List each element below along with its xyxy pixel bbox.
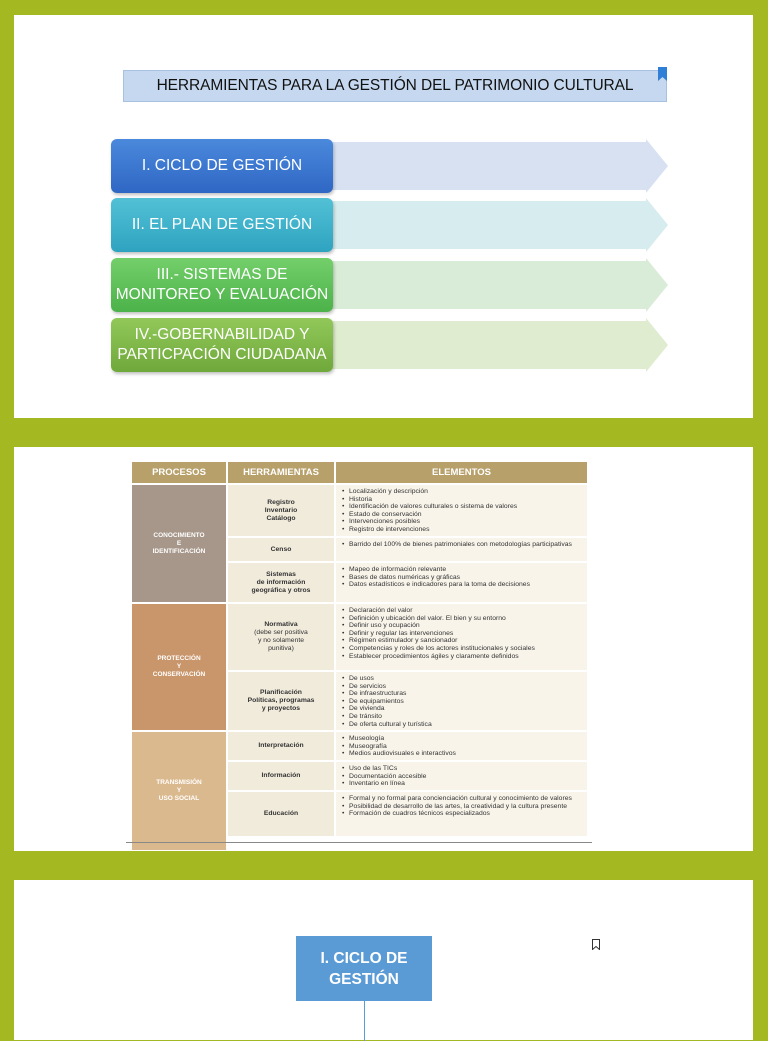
elementos-cell <box>336 538 587 561</box>
herramienta-line: punitiva) <box>268 645 294 652</box>
elementos-cell <box>336 792 587 836</box>
herramienta-cell <box>228 762 334 790</box>
header-herramientas: HERRAMIENTAS <box>228 462 334 483</box>
list-item: • Localización y descripción <box>342 488 583 496</box>
herramienta-line: Políticas, programas <box>247 697 315 704</box>
herramienta-cell <box>228 485 334 536</box>
list-item: • De equipamientos <box>342 698 583 706</box>
step-1-arrow <box>326 139 671 193</box>
slide-title-text: HERRAMIENTAS PARA LA GESTIÓN DEL PATRIMONIO CULTURAL <box>156 77 634 94</box>
step-3-arrow <box>326 258 671 312</box>
header-procesos: PROCESOS <box>132 462 226 483</box>
elementos-cell <box>336 762 587 790</box>
proceso-cell <box>132 732 226 850</box>
list-item: • Formal y no formal para concienciación cultural y conocimiento de valores <box>342 795 583 803</box>
list-item: • Documentación accesible <box>342 773 583 781</box>
list-item: • De usos <box>342 675 583 683</box>
herramienta-line: y proyectos <box>261 705 301 712</box>
elementos-cell <box>336 563 587 602</box>
step-2-line: II. EL PLAN DE GESTIÓN <box>131 216 313 233</box>
list-item: • Bases de datos numéricas y gráficas <box>342 574 583 582</box>
herramienta-line: Interpretación <box>258 742 304 749</box>
bookmark-icon[interactable] <box>658 67 667 81</box>
proceso-line: Y <box>176 663 182 670</box>
slide-3 <box>14 880 753 1040</box>
proceso-line: Y <box>176 787 182 794</box>
proceso-line: TRANSMISIÓN <box>156 779 202 786</box>
herramienta-line: Información <box>261 772 301 779</box>
step-4-line-1: IV.-GOBERNABILIDAD Y <box>134 326 310 343</box>
step-3-box[interactable] <box>111 258 333 312</box>
herramienta-line: Catálogo <box>266 514 296 522</box>
list-item: • Mapeo de información relevante <box>342 566 583 574</box>
herramienta-line: geográfica y otros <box>251 586 311 594</box>
list-item: • Uso de las TICs <box>342 765 583 773</box>
elementos-cell <box>336 604 587 670</box>
step-4-line-2: PARTICPACIÓN CIUDADANA <box>117 346 327 363</box>
list-item: • Definir uso y ocupación <box>342 622 583 630</box>
list-item: • Datos estadísticos e indicadores para la toma de decisiones <box>342 581 583 589</box>
step-3-line-1: III.- SISTEMAS DE <box>156 266 288 283</box>
elementos-cell <box>336 485 587 536</box>
list-item: • Museografía <box>342 743 583 751</box>
slide-title <box>123 70 667 102</box>
herramienta-line: Normativa <box>264 621 298 628</box>
proceso-line: IDENTIFICACIÓN <box>152 547 206 555</box>
list-item: • Formación de cuadros técnicos especializados <box>342 810 583 818</box>
proceso-line: USO SOCIAL <box>158 795 200 802</box>
bookmark-outline-icon[interactable] <box>592 937 600 955</box>
ciclo-line-2: GESTIÓN <box>329 970 399 988</box>
list-item: • Establecer procedimientos ágiles y claramente definidos <box>342 653 583 661</box>
slide-2 <box>14 447 753 851</box>
list-item: • Museología <box>342 735 583 743</box>
list-item: • Estado de conservación <box>342 511 583 519</box>
elementos-cell <box>336 672 587 730</box>
slide-1 <box>14 15 753 418</box>
herramienta-line: (debe ser positiva <box>254 629 308 636</box>
ciclo-de-gestion-box[interactable] <box>296 936 432 1001</box>
list-item: • Medios audiovisuales e interactivos <box>342 750 583 758</box>
proceso-line: CONOCIMIENTO <box>153 531 205 539</box>
herramienta-line: Sistemas <box>266 570 296 578</box>
list-item: • Régimen estimulador y sancionador <box>342 637 583 645</box>
ciclo-line-1: I. CICLO DE <box>320 949 408 967</box>
connector-line <box>364 1001 365 1041</box>
header-elementos: ELEMENTOS <box>336 462 587 483</box>
elementos-cell <box>336 732 587 760</box>
herramienta-line: Planificación <box>260 689 302 696</box>
herramienta-line: y no solamente <box>257 637 305 644</box>
list-item: • Historia <box>342 496 583 504</box>
herramienta-cell <box>228 563 334 602</box>
list-item: • Declaración del valor <box>342 607 583 615</box>
list-item: • Registro de intervenciones <box>342 526 583 534</box>
herramienta-line: Educación <box>263 810 299 817</box>
list-item: • De oferta cultural y turística <box>342 721 583 729</box>
step-4-arrow <box>326 318 671 372</box>
herramienta-line: Registro <box>267 498 295 506</box>
list-item: • De infraestructuras <box>342 690 583 698</box>
step-2-box[interactable] <box>111 198 333 252</box>
list-item: • De servicios <box>342 683 583 691</box>
list-item: • De vivienda <box>342 705 583 713</box>
step-2-arrow <box>326 198 671 252</box>
step-3-line-2: MONITOREO Y EVALUACIÓN <box>115 286 329 303</box>
list-item: • Competencias y roles de los actores institucionales y sociales <box>342 645 583 653</box>
list-item: • Definición y ubicación del valor. El bien y su entorno <box>342 615 583 623</box>
proceso-cell <box>132 604 226 730</box>
list-item: • De tránsito <box>342 713 583 721</box>
list-item: • Intervenciones posibles <box>342 518 583 526</box>
list-item: • Posibilidad de desarrollo de las artes, la creatividad y la cultura presente <box>342 803 583 811</box>
proceso-line: E <box>176 539 182 547</box>
list-item: • Inventario en línea <box>342 780 583 788</box>
step-4-box[interactable] <box>111 318 333 372</box>
step-1-line: I. CICLO DE GESTIÓN <box>141 157 303 174</box>
proceso-line: PROTECCIÓN <box>157 655 201 662</box>
proceso-cell <box>132 485 226 602</box>
proceso-line: CONSERVACIÓN <box>152 671 206 678</box>
list-item: • Identificación de valores culturales o sistema de valores <box>342 503 583 511</box>
herramienta-cell <box>228 538 334 561</box>
herramienta-cell <box>228 604 334 670</box>
list-item: • Barrido del 100% de bienes patrimoniales con metodologías participativas <box>342 541 583 549</box>
herramienta-line: de información <box>256 578 306 586</box>
divider <box>126 842 592 843</box>
step-1-box[interactable] <box>111 139 333 193</box>
herramienta-cell <box>228 792 334 836</box>
herramienta-cell <box>228 672 334 730</box>
herramienta-cell <box>228 732 334 760</box>
list-item: • Definir y regular las intervenciones <box>342 630 583 638</box>
herramienta-line: Inventario <box>264 506 298 514</box>
herramienta-line: Censo <box>270 545 292 553</box>
